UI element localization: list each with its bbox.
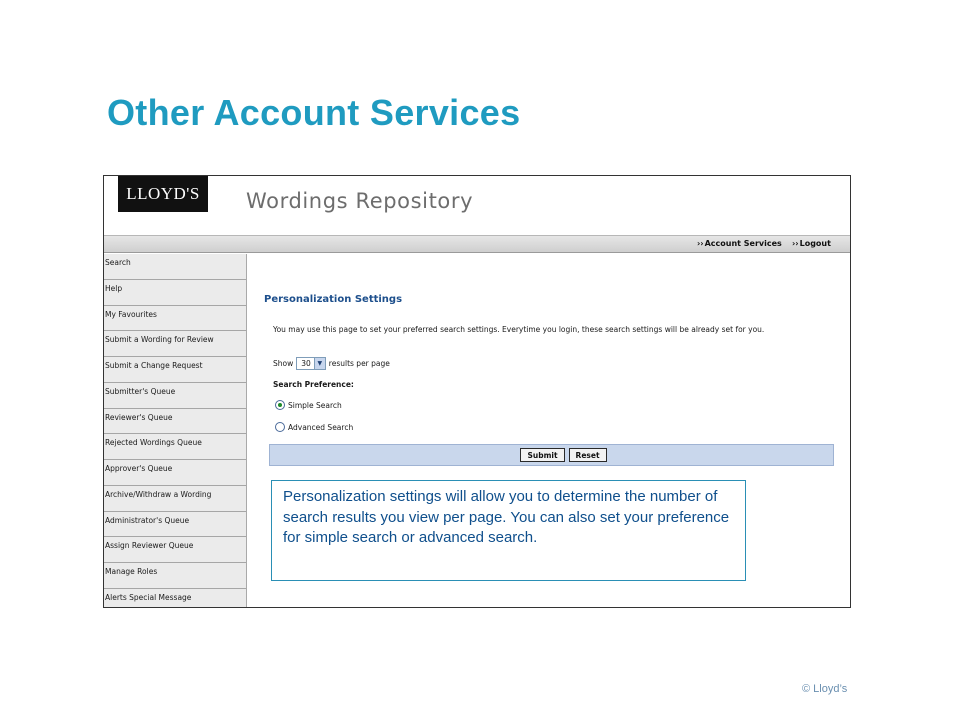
results-per-page-row — [273, 357, 390, 370]
sidebar-item-approvers-queue[interactable]: Approver's Queue — [104, 460, 246, 486]
sidebar-item-manage-roles[interactable]: Manage Roles — [104, 563, 246, 589]
sidebar-item-my-favourites[interactable]: My Favourites — [104, 306, 246, 332]
radio-unchecked-icon[interactable] — [275, 422, 285, 432]
submit-button[interactable]: Submit — [520, 448, 564, 462]
sidebar-item-submitters-queue[interactable]: Submitter's Queue — [104, 383, 246, 409]
results-per-page-value: 30 — [301, 359, 311, 368]
account-services-link[interactable] — [697, 239, 782, 248]
sidebar-item-assign-reviewer-queue[interactable]: Assign Reviewer Queue — [104, 537, 246, 563]
simple-search-label: Simple Search — [288, 400, 342, 410]
top-nav-bar — [104, 235, 850, 253]
lloyds-logo: LLOYD'S — [118, 176, 208, 212]
chevron-down-icon: ▼ — [314, 358, 325, 369]
sidebar-item-help[interactable]: Help — [104, 280, 246, 306]
page-heading: Personalization Settings — [264, 294, 403, 305]
sidebar-item-rejected-wordings-queue[interactable]: Rejected Wordings Queue — [104, 434, 246, 460]
sidebar-menu — [104, 254, 247, 608]
advanced-search-label: Advanced Search — [288, 422, 354, 432]
advanced-search-option[interactable] — [275, 422, 353, 432]
double-chevron-right-icon: ›› — [697, 239, 704, 248]
intro-text: You may use this page to set your preferred search settings. Everytime you login, these search settings will be already set for you. — [273, 325, 765, 334]
sidebar-item-reviewers-queue[interactable]: Reviewer's Queue — [104, 409, 246, 435]
sidebar-item-search[interactable]: Search — [104, 254, 246, 280]
app-header — [104, 176, 850, 235]
logout-label: Logout — [799, 239, 831, 248]
search-preference-label: Search Preference: — [273, 380, 354, 389]
logout-link[interactable] — [792, 239, 831, 248]
reset-button[interactable]: Reset — [569, 448, 607, 462]
sidebar-item-alerts-special-message[interactable]: Alerts Special Message — [104, 589, 246, 608]
explanation-callout: Personalization settings will allow you to determine the number of search results you view per page. You can also set your preference for simple search or advanced search. — [271, 480, 746, 581]
simple-search-option[interactable] — [275, 400, 342, 410]
account-services-label: Account Services — [704, 239, 782, 248]
radio-checked-icon[interactable] — [275, 400, 285, 410]
slide-title: Other Account Services — [107, 92, 521, 133]
double-chevron-right-icon: ›› — [792, 239, 799, 248]
form-button-bar — [269, 444, 834, 466]
app-title: Wordings Repository — [246, 189, 474, 213]
results-per-page-select[interactable] — [296, 357, 326, 370]
copyright-notice: © Lloyd’s — [802, 683, 848, 695]
sidebar-item-administrators-queue[interactable]: Administrator's Queue — [104, 512, 246, 538]
results-suffix-label: results per page — [328, 359, 390, 368]
sidebar-item-submit-change-request[interactable]: Submit a Change Request — [104, 357, 246, 383]
show-label: Show — [273, 359, 294, 368]
sidebar-item-archive-withdraw[interactable]: Archive/Withdraw a Wording — [104, 486, 246, 512]
sidebar-item-submit-wording[interactable]: Submit a Wording for Review — [104, 331, 246, 357]
